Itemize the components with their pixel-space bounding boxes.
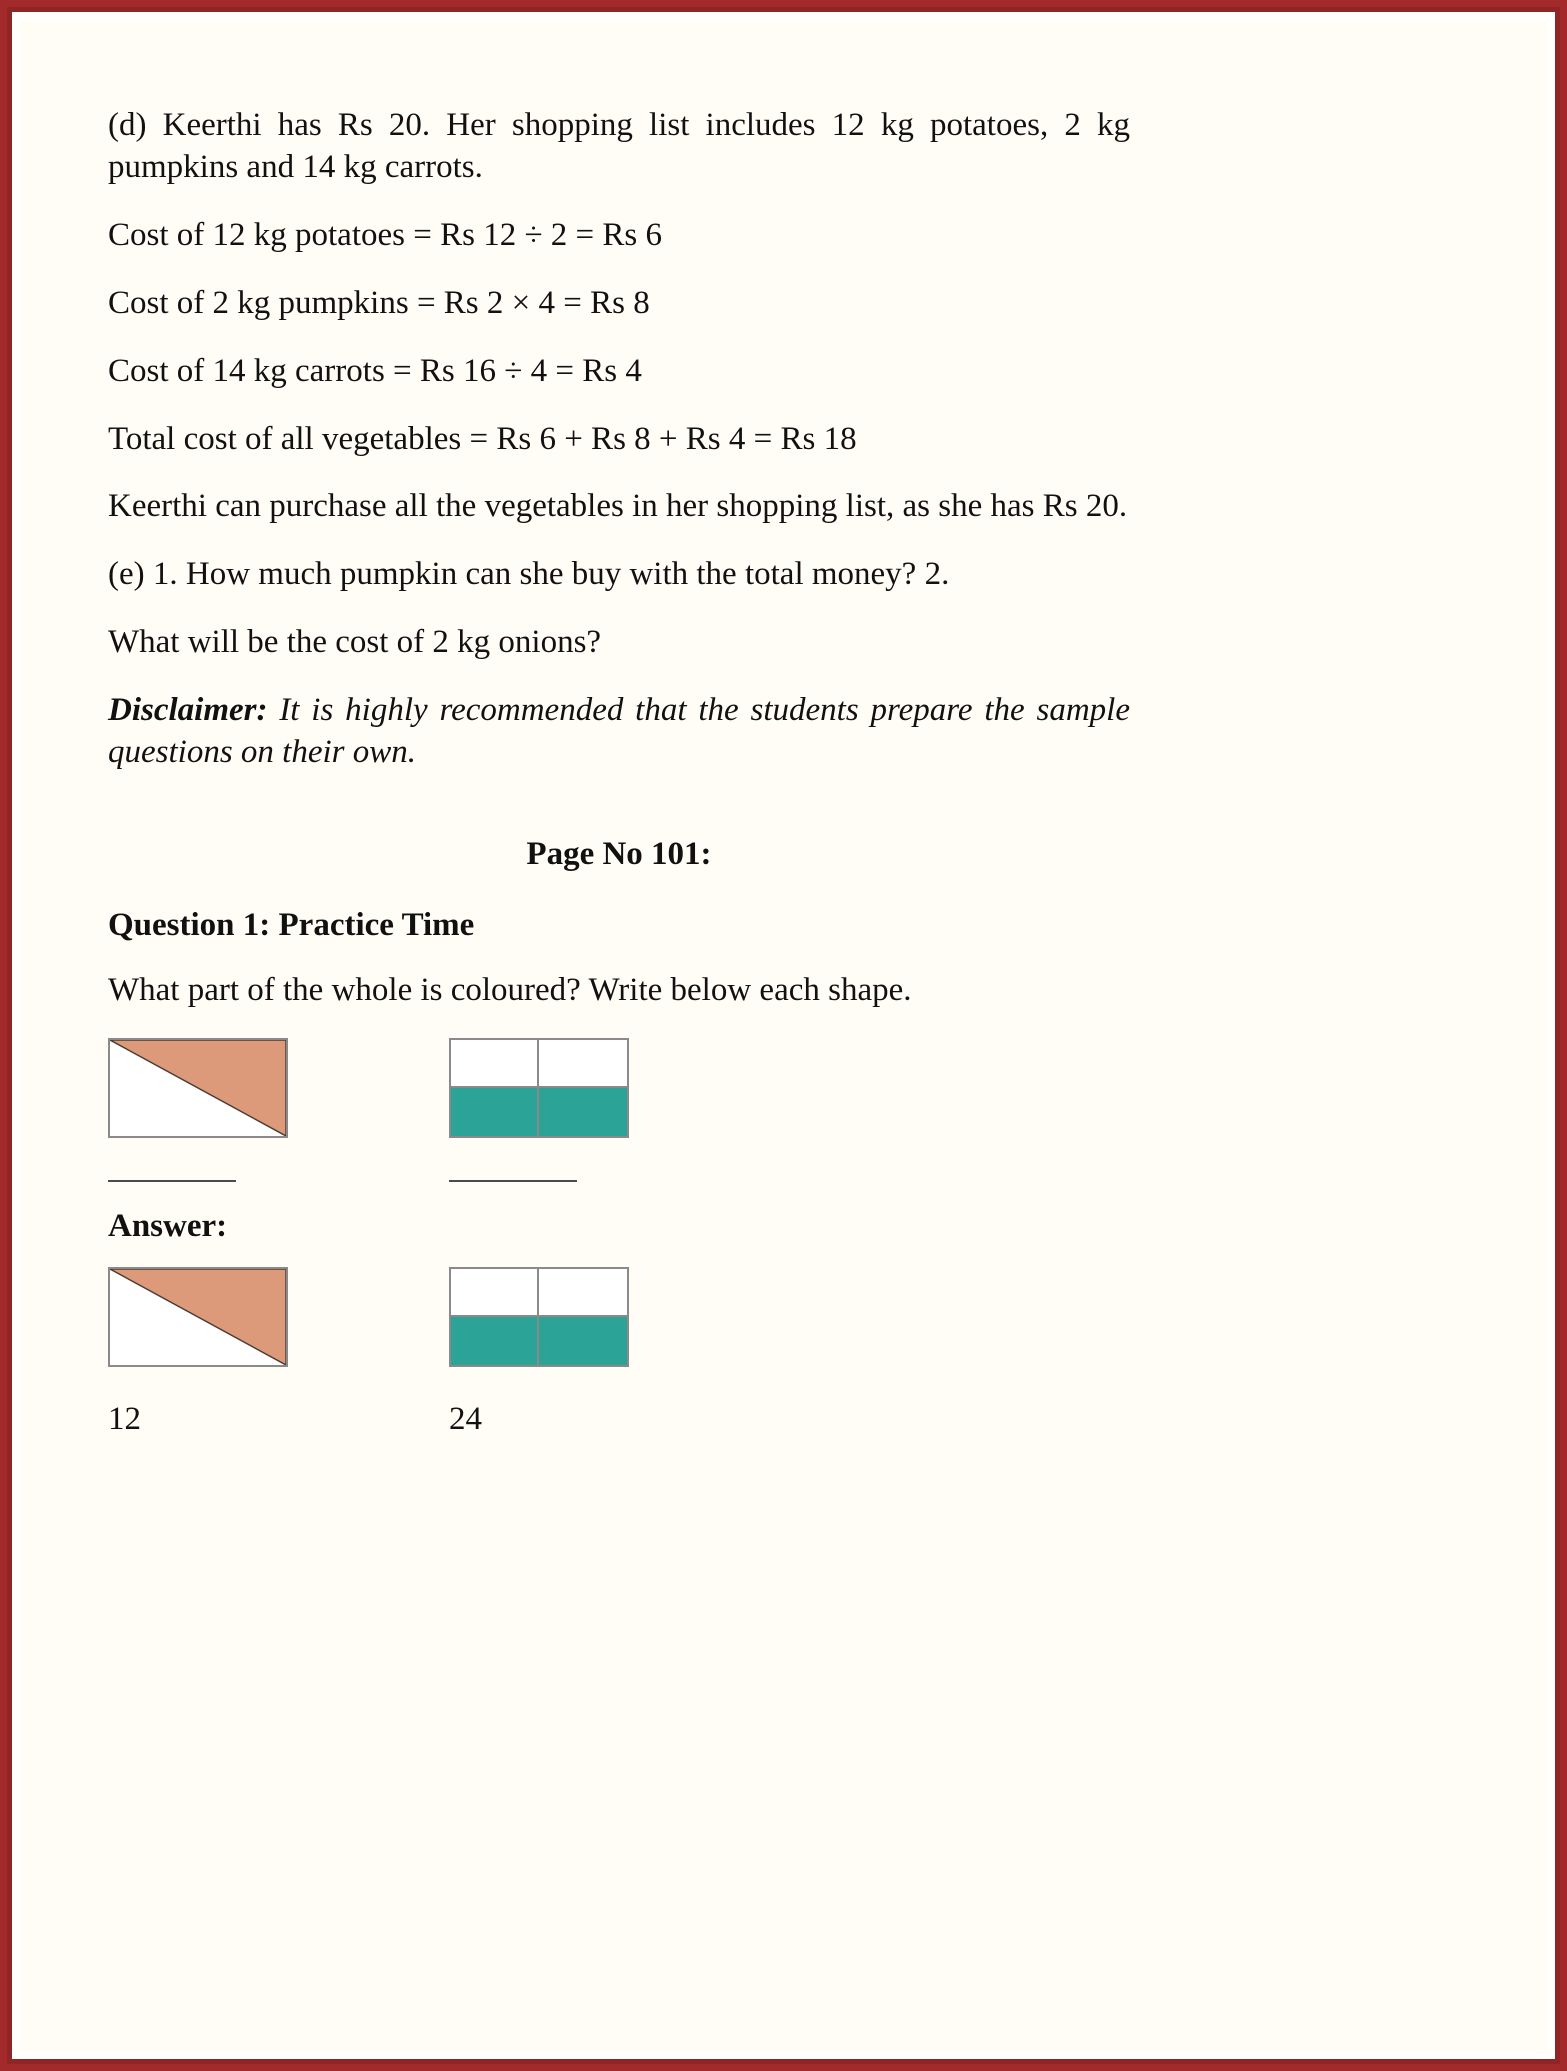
answer-shape-slot-2 — [449, 1267, 714, 1367]
paragraph-cost-carrots: Cost of 14 kg carrots = Rs 16 ÷ 4 = Rs 4 — [108, 352, 642, 389]
answer-grid-cell-bottom-right — [539, 1317, 627, 1365]
question-shape-slot-2 — [449, 1038, 714, 1182]
paragraph-question-e: (e) 1. How much pumpkin can she buy with the total money? 2. — [108, 556, 950, 593]
paragraph-question-d: (d) Keerthi has Rs 20. Her shopping list includes 12 kg potatoes, 2 kg pumpkins and 14 kg carrots. — [108, 107, 1130, 185]
answer-shape-row — [108, 1267, 1130, 1367]
paragraph-question-e-part2: What will be the cost of 2 kg onions? — [108, 624, 602, 661]
disclaimer-label: Disclaimer: — [108, 692, 268, 729]
answer-blank-line-1[interactable] — [108, 1180, 236, 1182]
paragraph-total-cost: Total cost of all vegetables = Rs 6 + Rs 8 + Rs 4 = Rs 18 — [108, 420, 857, 457]
disclaimer-text: It is highly recommended that the students prepare the sample questions on their own. — [108, 692, 1130, 771]
answer-blank-line-2[interactable] — [449, 1180, 577, 1182]
answer-value-1: 12 — [108, 1400, 141, 1437]
answer-heading: Answer: — [108, 1207, 228, 1244]
grid-cell-bottom-left — [451, 1088, 539, 1136]
page-number-heading: Page No 101: — [526, 835, 712, 872]
answer-rectangle-with-shaded-upper-triangle-icon — [108, 1267, 288, 1367]
document-page — [20, 20, 1547, 2051]
two-by-two-grid-bottom-row-shaded-icon — [449, 1038, 629, 1138]
grid-cell-bottom-right — [539, 1088, 627, 1136]
grid-cell-top-left — [451, 1040, 539, 1088]
answer-grid-cell-bottom-left — [451, 1317, 539, 1365]
rectangle-with-shaded-upper-triangle-icon — [108, 1038, 288, 1138]
page-border-inner — [7, 7, 1560, 2064]
paragraph-cost-pumpkins: Cost of 2 kg pumpkins = Rs 2 × 4 = Rs 8 — [108, 284, 650, 321]
question-shape-row — [108, 1038, 1130, 1182]
triangle-fill-shape — [110, 1040, 286, 1136]
paragraph-cost-potatoes: Cost of 12 kg potatoes = Rs 12 ÷ 2 = Rs 6 — [108, 216, 663, 253]
document-content — [108, 105, 1130, 1438]
paragraph-conclusion: Keerthi can purchase all the vegetables in her shopping list, as she has Rs 20. — [108, 488, 1128, 525]
disclaimer — [108, 690, 1130, 774]
answer-shape-slot-1 — [108, 1267, 373, 1367]
answer-grid-cell-top-left — [451, 1269, 539, 1317]
answer-grid-cell-top-right — [539, 1269, 627, 1317]
grid-cell-top-right — [539, 1040, 627, 1088]
question-prompt: What part of the whole is coloured? Write below each shape. — [108, 971, 912, 1008]
question-heading: Question 1: Practice Time — [108, 906, 475, 943]
answer-label-row — [108, 1401, 1130, 1438]
answer-triangle-fill-shape — [110, 1269, 286, 1365]
answer-two-by-two-grid-bottom-row-shaded-icon — [449, 1267, 629, 1367]
question-shape-slot-1 — [108, 1038, 373, 1182]
answer-value-2: 24 — [449, 1400, 482, 1437]
